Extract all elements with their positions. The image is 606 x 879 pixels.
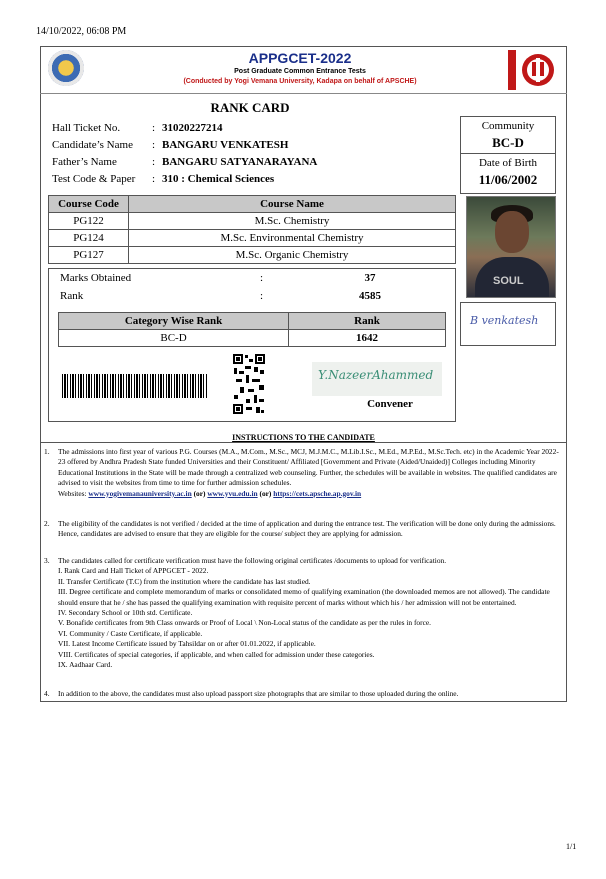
course-code-header: Course Code	[49, 196, 129, 213]
course-name-header: Course Name	[129, 196, 456, 213]
yvu-website-link[interactable]: www.yogivemanauniversity.ac.in	[88, 488, 192, 498]
or-text: (or)	[193, 488, 206, 498]
marks-row	[60, 272, 400, 284]
rank-value: 4585	[359, 290, 381, 302]
list-item: VIII. Certificates of special categories, if applicable, and when called for admission under these categories.	[58, 649, 375, 659]
test-paper-value: 310 : Chemical Sciences	[162, 173, 275, 185]
father-name-value: BANGARU SATYANARAYANA	[162, 156, 318, 168]
course-code: PG122	[49, 213, 129, 230]
list-item: VI. Community / Caste Certificate, if applicable.	[58, 628, 203, 638]
table-row	[49, 230, 456, 247]
course-name: M.Sc. Organic Chemistry	[129, 247, 456, 264]
table-row	[49, 247, 456, 264]
barcode-icon	[62, 374, 208, 398]
websites-label: Websites:	[58, 488, 87, 498]
rank-row	[60, 290, 400, 302]
divider	[40, 442, 567, 443]
category-rank-value: 1642	[289, 330, 446, 347]
category-rank-table	[58, 312, 446, 347]
instruction-text: In addition to the above, the candidates must also upload passport size photographs that are similar to those uploaded during the online.	[58, 689, 459, 698]
convener-signature: Y.NazeerAhammed	[318, 368, 434, 382]
marks-label: Marks Obtained	[60, 272, 132, 284]
hall-ticket-row	[52, 122, 223, 134]
category-rank-header: Rank	[289, 313, 446, 330]
community-label: Community	[481, 120, 535, 132]
hall-ticket-label: Hall Ticket No.	[52, 122, 121, 134]
dob-label: Date of Birth	[478, 157, 538, 169]
colon: :	[152, 156, 156, 168]
dob-value: 11/06/2002	[478, 172, 538, 187]
colon: :	[152, 139, 156, 151]
instruction-2	[44, 519, 564, 540]
father-name-row	[52, 156, 317, 168]
instruction-3	[44, 556, 564, 670]
instruction-number: 1.	[44, 447, 50, 456]
apsche-logo-icon	[508, 50, 556, 90]
list-item: V. Bonafide certificates from 9th Class onwards or Proof of Local \ Non-Local status of the candidate as per the rules in force.	[58, 618, 431, 628]
category-header: Category Wise Rank	[59, 313, 289, 330]
colon: :	[260, 290, 264, 302]
instruction-number: 3.	[44, 556, 50, 565]
list-item: IV. Secondary School or 10th std. Certificate.	[58, 608, 193, 618]
table-row	[49, 213, 456, 230]
colon: :	[152, 173, 156, 185]
list-item: I. Rank Card and Hall Ticket of APPGCET - 2022.	[58, 566, 209, 576]
convener-label: Convener	[367, 398, 413, 410]
exam-conducted-by: (Conducted by Yogi Vemana University, Kadapa on behalf of APSCHE)	[183, 78, 417, 85]
candidate-name-row	[52, 139, 288, 151]
print-timestamp: 14/10/2022, 06:08 PM	[36, 26, 127, 37]
category-table-header	[59, 313, 446, 330]
page-number: 1/1	[566, 842, 577, 851]
list-item: III. Degree certificate and complete memorandum of marks or consolidated memo of qualifying examination (the downloaded memos are not allowed). The candidate should ensure that he / she has passed the qualifying examination with requisite percent of marks without which his / her admission will not be entertained.	[58, 587, 550, 607]
yvu-logo-icon	[48, 50, 84, 86]
course-name: M.Sc. Chemistry	[129, 213, 456, 230]
course-name: M.Sc. Environmental Chemistry	[129, 230, 456, 247]
table-row	[59, 330, 446, 347]
candidate-signature: B venkatesh	[470, 314, 539, 327]
course-table	[48, 195, 456, 264]
colon: :	[260, 272, 264, 284]
instruction-number: 4.	[44, 689, 50, 698]
course-code: PG124	[49, 230, 129, 247]
candidate-name-value: BANGARU VENKATESH	[162, 139, 289, 151]
list-item: IX. Aadhaar Card.	[58, 660, 113, 670]
qr-code-icon	[232, 353, 266, 415]
yvu-edu-link[interactable]: www.yvu.edu.in	[207, 488, 258, 498]
divider	[460, 153, 556, 154]
candidate-name-label: Candidate’s Name	[52, 139, 133, 151]
test-paper-row	[52, 173, 274, 185]
rank-card-title: RANK CARD	[210, 100, 290, 115]
colon: :	[152, 122, 156, 134]
candidate-photo	[466, 196, 556, 298]
course-code: PG127	[49, 247, 129, 264]
instructions-title: INSTRUCTIONS TO THE CANDIDATE	[232, 433, 375, 442]
test-paper-label: Test Code & Paper	[52, 173, 136, 185]
community-value: BC-D	[492, 135, 524, 150]
photo-face	[495, 211, 529, 253]
or-text: (or)	[259, 488, 272, 498]
marks-value: 37	[364, 272, 376, 284]
exam-title: APPGCET-2022	[248, 50, 352, 66]
hall-ticket-value: 31020227214	[162, 122, 223, 134]
instruction-text: The admissions into first year of various P.G. Courses (M.A., M.Com., M.Sc., MCJ, M.J.M.C., M.Lib.I.Sc., M.Ed., M.P.Ed., M.Sc.Tech. etc) in the Academic Year 2022-23 offered by Andhra Pradesh State funded Universities and their Constituent/ Affiliated [Government and Private (Aided/Unaided)] Colleges including Minority Educational Institutions in the State will be made through a centralized web counseling. Further, the schedules will be available in websites. The qualified candidates are advised to visit the websites from time to time for further admission schedules.	[58, 447, 559, 488]
list-item: II. Transfer Certificate (T.C) from the institution where the candidate has last studied.	[58, 576, 311, 586]
instruction-text: The candidates called for certificate verification must have the following original certificates /documents to upload for verification.	[58, 556, 447, 565]
category-value: BC-D	[59, 330, 289, 347]
father-name-label: Father’s Name	[52, 156, 117, 168]
exam-subtitle: Post Graduate Common Entrance Tests	[234, 68, 366, 75]
photo-shirt-text: SOUL	[493, 275, 524, 287]
instruction-1	[44, 447, 564, 499]
instruction-4	[44, 689, 564, 699]
rank-label: Rank	[60, 290, 84, 302]
apsche-cets-link[interactable]: https://cets.apsche.ap.gov.in	[273, 488, 362, 498]
instruction-text: The eligibility of the candidates is not verified / decided at the time of application and during the entrance test. The verification will be done only during the admissions. Hence, candidates are advised to ensure that they are eligible for the course/ subject they are applying for admission.	[58, 519, 556, 539]
instruction-number: 2.	[44, 519, 50, 528]
course-table-header	[49, 196, 456, 213]
list-item: VII. Latest Income Certificate issued by Tahsildar on or after 01.01.2022, if applicable.	[58, 639, 316, 649]
